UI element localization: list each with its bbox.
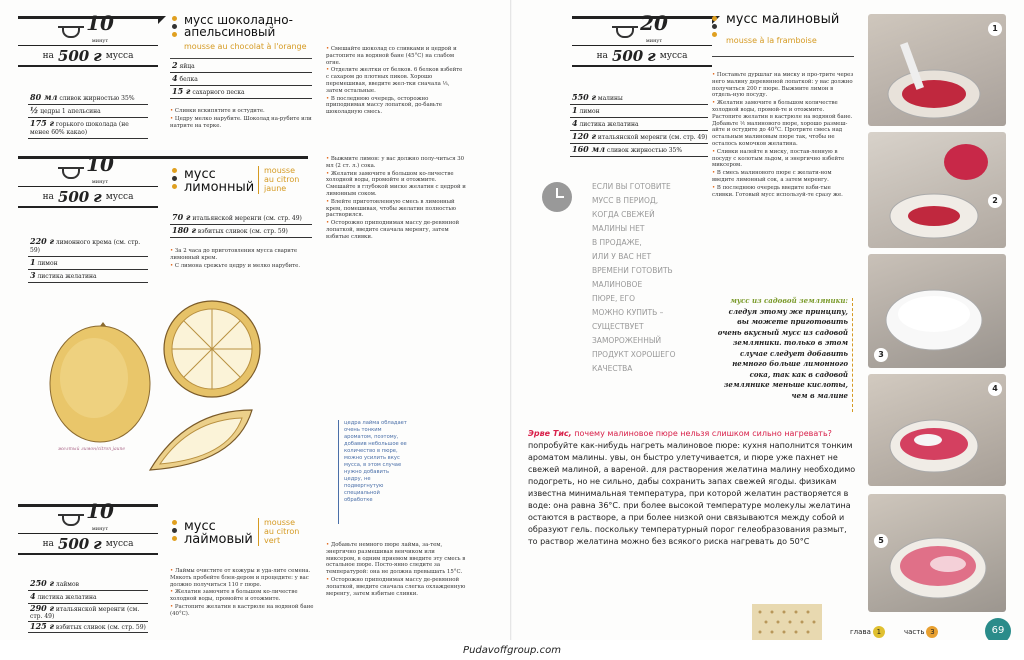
recipe-title <box>184 168 254 194</box>
step: • В последнюю очередь введите взби-тые сливки. Готовый мусс используй-те сразу же. <box>712 184 843 198</box>
step-photo-2 <box>868 132 1006 248</box>
ing-qty: 175 г <box>30 118 54 128</box>
step: • Поставьте дуршлаг на миску и про-трите через него малину деревянной лопаткой: у вас должно получиться 200 г пюре. Выжмите лимон в отдель-ную посуду. <box>712 72 854 99</box>
title-line: лимонный <box>184 180 255 195</box>
divider <box>258 518 259 546</box>
title-line: мусс <box>184 519 216 534</box>
time-value: 10 <box>86 499 114 523</box>
title-line: мусс шоколадно- <box>184 13 293 27</box>
lime-note: цедра лайма обладает очень тонким ароматом, поэтому, добавив небольшое ее количество в пюре, можно усилить вкус мусса, в этом случае нужно добавить цедру, не подвергнутую специальной обработке <box>344 420 407 503</box>
recipe-subtitle: mousse à la framboise <box>726 36 817 45</box>
time-unit: минут <box>645 38 663 44</box>
lemon-slice-illustration <box>160 298 264 400</box>
step: • Желатин замочите в большом количестве холодной воды, промой-те и отожмите. Растопите желатин в кастрюле на водяной бане. Добавьте ⅕ малинового пюре, хорошо размеш-айте и остудите до 40°С. Протрите смесь над остальным малиновым пюре так, чтобы не осталось комочков желатина. <box>712 100 853 147</box>
photo-number: 5 <box>874 534 888 548</box>
page-number: 69 <box>985 618 1011 644</box>
recipe-title <box>184 14 293 38</box>
ing-qty: 250 г <box>30 578 54 588</box>
yield-unit: г <box>93 187 102 206</box>
step: • Растопите желатин в кастрюле на водяной бане (40°С). <box>170 603 314 617</box>
ingredient <box>170 225 312 238</box>
timer-block <box>18 11 158 67</box>
ing-text: сливок жирностью 35% <box>606 147 683 154</box>
ingredient <box>170 86 312 99</box>
recipe-title <box>184 520 253 546</box>
step: • Отделите желтки от белков. 6 белков взбейте с сахаром до плотных пиков. Хорошо перемешивая, введите жел-тки сначала ⅓, затем остальные. <box>326 67 463 94</box>
ing-qty: 4 <box>30 591 36 601</box>
ingredient <box>28 257 148 270</box>
ingredient <box>570 131 708 144</box>
step-photo-3 <box>868 254 1006 368</box>
pot-icon <box>616 26 634 38</box>
title-line: апельсиновый <box>184 25 276 39</box>
photo-number: 4 <box>988 382 1002 396</box>
recipe-subtitle: mousse au chocolat à l'orange <box>184 42 307 51</box>
footer-site[interactable]: Pudavoffgroup.com <box>463 645 561 656</box>
herve-question: почему малиновое пюре нельзя слишком сильно нагревать? <box>574 429 832 438</box>
ing-qty: 220 г <box>30 236 54 246</box>
recipe-subtitle: mousse au citron jaune <box>264 166 300 193</box>
step: • За 2 часа до приготовления мусса сварите лимонный крем. <box>170 248 298 261</box>
chapter-number: 1 <box>873 626 885 638</box>
bullet-dots <box>172 168 178 192</box>
divider <box>158 16 166 24</box>
ing-text: взбитых сливок (см. стр. 59) <box>55 624 146 631</box>
divider <box>18 156 308 159</box>
ing-text: лимонного крема (см. стр. 59) <box>30 239 141 254</box>
ing-text: лаймов <box>55 581 79 588</box>
ing-text: малины <box>597 95 623 102</box>
steps <box>170 108 315 130</box>
nav-part[interactable]: часть 3 <box>904 626 938 638</box>
yield-num: 500 <box>57 46 90 65</box>
step: • Влейте приготовленную смесь в лимонный крем, помешивая, чтобы желатин полностью растворился. <box>326 198 456 219</box>
yield-suffix: мусса <box>105 50 134 61</box>
step: • Смешайте шоколад со сливками и цедрой и растопите на водяной бане (45°С) на слабом огне. <box>326 46 457 66</box>
photo-number: 3 <box>874 348 888 362</box>
ingredient <box>28 622 148 633</box>
title-line: мусс <box>184 167 216 182</box>
ing-text: яйца <box>179 63 195 70</box>
title-line: лаймовый <box>184 532 253 547</box>
ingredient-list <box>28 236 148 283</box>
step: • Осторожно приподнимая массу де-ревянной лопаткой, введите сначала слегка охлажденную меренгу, затем взбитые сливки. <box>326 576 466 597</box>
yield-prefix: на <box>596 50 608 61</box>
timer-block <box>18 499 158 555</box>
left-page <box>0 0 512 640</box>
divider <box>852 298 853 412</box>
time-value: 10 <box>86 11 114 35</box>
ingredient-list <box>570 92 708 157</box>
ing-text: лимон <box>579 108 600 115</box>
ingredient <box>28 604 148 622</box>
step: • С лимона срежьте цедру и мелко нарубите. <box>170 262 301 269</box>
steps <box>712 72 854 199</box>
ing-text: сахарного песка <box>192 89 245 96</box>
yield-prefix: на <box>42 50 54 61</box>
time-unit: минут <box>91 179 109 185</box>
decorative-dots <box>752 604 822 640</box>
strawberry-callout: мусс из садовой земляники: следуя этому же принципу, вы можете приготовить очень вкусный мусс из садовой земляники. только в этом случае следует добавить немного больше лимонного сока, так как в садовой землянике меньше кислоты, чем в малине <box>717 296 848 400</box>
yield-prefix: на <box>42 538 54 549</box>
steps <box>170 248 315 270</box>
ing-text: листика желатина <box>579 121 639 128</box>
ing-text: белка <box>179 76 198 83</box>
ingredient <box>28 578 148 591</box>
ing-text: листика желатина <box>37 594 97 601</box>
ingredient-list <box>170 212 312 238</box>
timer-block <box>18 152 158 208</box>
clock-icon <box>542 182 572 212</box>
divider <box>170 58 312 59</box>
yield-unit: г <box>93 534 102 553</box>
pot-icon <box>62 514 80 526</box>
ing-qty: 4 <box>572 118 578 128</box>
time-value: 10 <box>86 152 114 176</box>
ing-qty: 4 <box>172 73 178 83</box>
ing-qty: 160 мл <box>572 144 605 154</box>
step: • Желатин замочите в большом ко-личестве холодной воды, промойте и отожмите. <box>170 589 298 603</box>
ing-qty: 2 <box>172 60 178 70</box>
ingredient <box>28 92 148 105</box>
ing-text: лимон <box>37 260 58 267</box>
ing-qty: 80 мл <box>30 92 58 102</box>
steps <box>326 46 466 117</box>
herve-answer: попробуйте как-нибудь нагреть малиновое пюре: кухня наполнится тонким ароматом малины. увы, он быстро улетучивается, и пюре уже пахнет не свежей малиной, а вареной. для растворения желатина малину необходимо подогреть, но не сильно, дабы сохранить запах свежей ягоды. физикам известна минимальная температура, при которой желатин растворяется в воде: она равна 36°С. при более высокой температуре молекулы желатина остаются в растворе, а при более низкой они связываются между собой и образуют гель. поскольку температурный порог гелеобразования размыт, то раствор желатина можно без всякого риска нагревать до 50°С <box>528 441 856 546</box>
ingredient <box>570 144 708 157</box>
step: • Желатин замочите в большом ко-личестве холодной воды, промойте и отожмите. Смешайте в глубокой миске желатин с цедрой и лимонным соком. <box>326 170 466 197</box>
divider <box>338 420 339 524</box>
time-value: 20 <box>640 11 668 35</box>
step-photo-5 <box>868 494 1006 612</box>
ingredient <box>28 105 148 118</box>
yield <box>18 533 158 555</box>
yield <box>18 186 158 208</box>
step-photo-1 <box>868 14 1006 126</box>
ingredient-list <box>28 92 148 139</box>
ing-qty: 15 г <box>172 86 191 96</box>
herve-name: Эрве Тис, <box>528 429 572 438</box>
recipe-subtitle: mousse au citron vert <box>264 518 300 545</box>
yield-suffix: мусса <box>105 538 134 549</box>
part-number: 3 <box>926 626 938 638</box>
lemon-illustration <box>44 320 156 446</box>
ing-text: итальянской меренги (см. стр. 49) <box>597 134 708 141</box>
nav-chapter[interactable]: глава 1 <box>850 626 885 638</box>
step: • В последнюю очередь, осторожно приподнимая массу лопаткой, до-бавьте шоколадную смесь. <box>326 95 442 116</box>
yield-prefix: на <box>42 191 54 202</box>
ing-qty: 180 г <box>172 225 196 235</box>
ingredient-list <box>170 60 312 99</box>
ing-text: сливок жирностью 35% <box>59 95 135 102</box>
lemon-half-illustration <box>146 404 256 476</box>
step: • Сливки вскипятите и остудите. <box>170 108 265 114</box>
ingredient <box>170 60 312 73</box>
ingredient <box>570 105 708 118</box>
ing-qty: 125 г <box>30 621 54 631</box>
steps <box>170 568 315 619</box>
yield-num: 500 <box>57 534 90 553</box>
step: • Цедру мелко нарубите. Шоколад на-рубите или натрите на терке. <box>170 115 312 129</box>
ingredient <box>570 118 708 131</box>
photo-number: 1 <box>988 22 1002 36</box>
yield-num: 500 <box>57 187 90 206</box>
ingredient <box>28 236 148 257</box>
ing-text: цедры 1 апельсина <box>40 108 101 115</box>
step: • Лаймы очистите от кожуры и уда-лите семена. Мякоть пробейте блен-дером и процедите: у вас должно получиться 110 г пюре. <box>170 568 311 588</box>
yield-suffix: мусса <box>105 191 134 202</box>
ingredient <box>170 212 312 225</box>
divider <box>258 166 259 194</box>
recipe-title: мусс малиновый <box>726 12 840 27</box>
time-unit: минут <box>91 38 109 44</box>
step: • Выжмите лимон: у вас должно полу-читься 30 мл (2 ст. л.) сока. <box>326 156 465 169</box>
ing-text: листика желатина <box>37 273 97 280</box>
photo-number: 2 <box>988 194 1002 208</box>
time-unit: минут <box>91 526 109 532</box>
ing-qty: 120 г <box>572 131 596 141</box>
bullet-dots <box>172 520 178 544</box>
steps <box>326 542 466 598</box>
yield-num: 500 <box>611 46 644 65</box>
tip-text: ЕСЛИ ВЫ ГОТОВИТЕ МУСС В ПЕРИОД, КОГДА СВЕЖЕЙ МАЛИНЫ НЕТ В ПРОДАЖЕ, ИЛИ У ВАС НЕТ ВРЕМЕНИ ГОТОВИТЬ МАЛИНОВОЕ ПЮРЕ, ЕГО МОЖНО КУПИТЬ – СУЩЕСТВУЕТ ЗАМОРОЖЕННЫЙ ПРОДУКТ ХОРОШЕГО КАЧЕСТВА <box>592 182 676 373</box>
yield-unit: г <box>93 46 102 65</box>
pot-icon <box>62 167 80 179</box>
step-photo-4 <box>868 374 1006 486</box>
herve-this-note <box>528 428 858 548</box>
yield <box>572 45 712 67</box>
ing-qty: 70 г <box>172 212 191 222</box>
ing-text: итальянской меренги (см. стр. 49) <box>30 606 140 620</box>
ing-qty: 3 <box>30 270 36 280</box>
steps <box>326 156 466 242</box>
yield <box>18 45 158 67</box>
step: • Осторожно приподнимая массу де-ревянной лопаткой, введите сначала меренгу, затем взбитые сливки. <box>326 220 460 240</box>
bullet-dots <box>712 16 718 40</box>
illustration-caption: желтый лимон/citron jaune <box>58 447 126 452</box>
ing-text: горького шоколада (не менее 60% какао) <box>30 121 129 136</box>
ingredient <box>170 73 312 86</box>
pot-icon <box>62 26 80 38</box>
ingredient <box>570 92 708 105</box>
step: • Добавьте немного пюре лайма, за-тем, энергично размешивая венчиком или миксером, в одним приемом введите эту смесь в остальное пюре. Посто-янно следите за температурой: она не должна превышать 15°С. <box>326 542 466 576</box>
ing-text: итальянской меренги (см. стр. 49) <box>192 215 302 222</box>
divider <box>712 56 854 57</box>
timer-block <box>572 11 712 67</box>
ing-qty: 550 г <box>572 92 596 102</box>
step: • Сливки налейте в миску, постав-ленную в посуду с колотым льдом, и энергично взбейте миксером. <box>712 148 845 169</box>
yield-unit: г <box>647 46 656 65</box>
ingredient-list <box>28 578 148 633</box>
ing-qty: 290 г <box>30 603 54 613</box>
bullet-dots <box>172 16 178 40</box>
step: • В смесь малинового пюре с желати-ном введите лимонный сок, а затем меренгу. <box>712 170 832 183</box>
ing-qty: ½ <box>30 105 39 115</box>
yield-suffix: мусса <box>659 50 688 61</box>
ing-qty: 1 <box>30 257 36 267</box>
ing-qty: 1 <box>572 105 578 115</box>
ingredient <box>28 118 148 139</box>
ing-text: взбитых сливок (см. стр. 59) <box>197 228 288 235</box>
ingredient <box>28 270 148 283</box>
